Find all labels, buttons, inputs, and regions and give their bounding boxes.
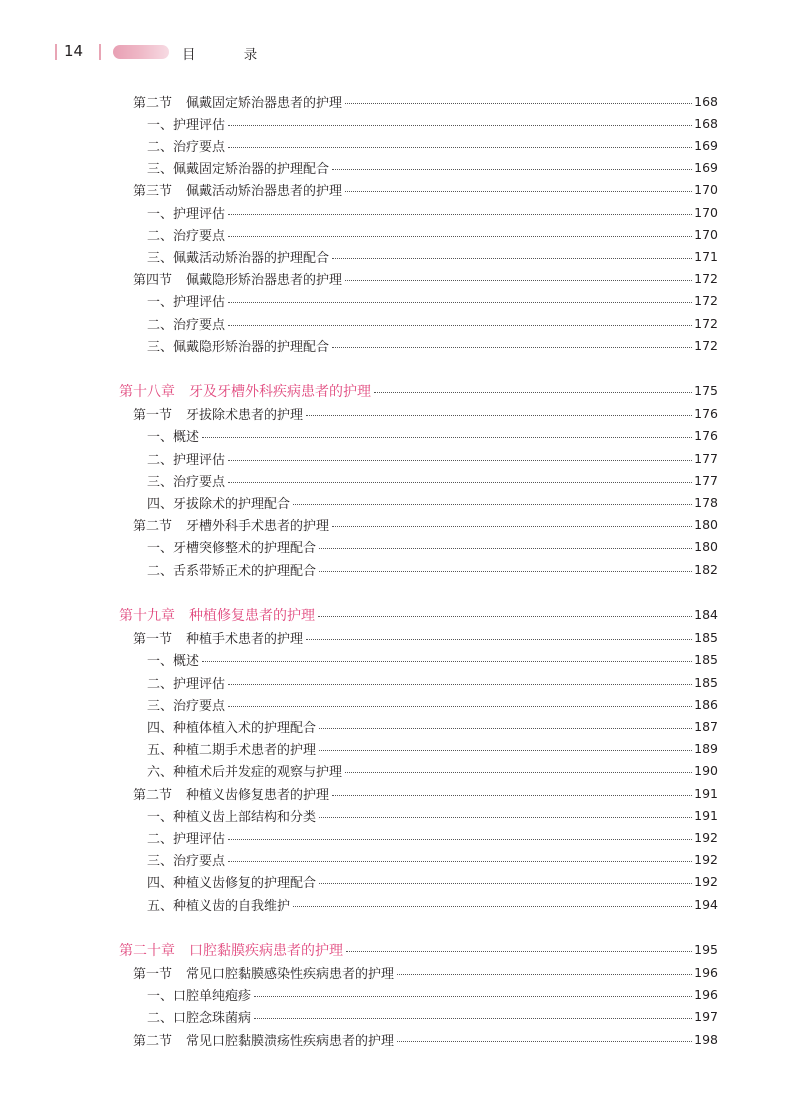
toc-entry-label [119,381,371,401]
toc-dot-leader [332,169,692,170]
toc-page-number: 171 [694,248,718,264]
toc-item-row [147,223,718,245]
toc-entry-label [147,493,290,512]
toc-entry-label [147,717,316,736]
toc-item-row [147,826,718,848]
toc-page-number: 189 [694,741,718,757]
toc-entry-label [147,203,225,222]
toc-entry-title: 牙槽外科手术患者的护理 [186,519,330,535]
toc-dot-leader [202,661,692,662]
toc-dot-leader [228,861,692,862]
toc-dot-leader [228,236,692,237]
toc-entry-title: 三、佩戴隐形矫治器的护理配合 [147,339,330,355]
toc-entry-number: 第二节 [133,787,173,803]
toc-entry-label [147,828,225,847]
toc-entry-label [147,761,342,780]
header-divider-bar [99,44,101,60]
toc-entry-label [147,471,225,490]
toc-chapter-row [119,939,718,961]
toc-entry-title: 二、护理评估 [147,831,226,847]
toc-entry-number: 第四节 [133,273,173,289]
toc-item-row [147,558,718,580]
toc-dot-leader [319,548,692,549]
toc-page-number: 186 [694,696,718,712]
toc-entry-label [133,92,342,111]
toc-entry-label [147,291,225,310]
toc-dot-leader [318,616,692,617]
toc-page-number: 169 [694,137,718,153]
toc-item-row [147,871,718,893]
toc-dot-leader [228,302,692,303]
toc-section-row [133,962,718,984]
toc-page-number: 170 [694,182,718,198]
toc-item-row [147,671,718,693]
header-decorative-pill [113,45,169,59]
toc-entry-number: 第一节 [133,632,173,648]
toc-dot-leader [332,347,692,348]
page-number: 14 [64,42,84,60]
toc-entry-label [147,158,329,177]
toc-item-row [147,201,718,223]
toc-dot-leader [306,639,692,640]
toc-dot-leader [228,839,692,840]
toc-dot-leader [397,974,692,975]
toc-entry-label [147,850,225,869]
toc-entry-title: 二、治疗要点 [147,317,226,333]
toc-entry-title: 种植义齿修复患者的护理 [186,787,330,803]
page-header [0,0,800,80]
toc-page-number: 168 [694,93,718,109]
toc-page-number: 172 [694,315,718,331]
toc-section-row [133,514,718,536]
toc-page-number: 185 [694,674,718,690]
toc-page-number: 185 [694,630,718,646]
toc-entry-title: 二、治疗要点 [147,228,226,244]
toc-entry-label [147,806,316,825]
toc-entry-number: 第一节 [133,967,173,982]
toc-item-row [147,134,718,156]
toc-item-row [147,290,718,312]
toc-item-row [147,425,718,447]
toc-entry-number: 第二十章 [119,942,175,959]
toc-dot-leader [319,883,692,884]
toc-entry-number: 第一节 [133,408,173,424]
toc-entry-label [147,895,290,914]
toc-entry-label [119,605,315,625]
toc-page-number: 194 [694,896,718,912]
toc-dot-leader [202,437,692,438]
toc-entry-title: 一、口腔单纯疱疹 [147,989,252,1005]
toc-item-row [147,157,718,179]
toc-dot-leader [332,258,692,259]
toc-entry-label [133,628,303,647]
toc-entry-label [147,673,225,692]
toc-entry-label [133,180,342,199]
toc-dot-leader [319,728,692,729]
toc-entry-title: 三、佩戴固定矫治器的护理配合 [147,162,330,178]
toc-entry-title: 三、治疗要点 [147,854,226,870]
header-left-bar [55,44,57,60]
toc-entry-title: 一、护理评估 [147,206,226,222]
toc-entry-label [147,225,225,244]
toc-page-number: 197 [694,1009,718,1025]
toc-entry-number: 第二节 [133,519,173,535]
toc-entry-title: 种植手术患者的护理 [186,632,304,648]
toc-page-number: 192 [694,829,718,845]
toc-page-number: 190 [694,763,718,779]
toc-item-row [147,849,718,871]
toc-item-row [147,1006,718,1028]
toc-dot-leader [228,482,692,483]
toc-entry-title: 佩戴隐形矫治器患者的护理 [186,273,343,289]
toc-item-row [147,112,718,134]
toc-item-row [147,804,718,826]
toc-entry-title: 常见口腔黏膜溃疡性疾病患者的护理 [186,1033,395,1049]
toc-section-row [133,268,718,290]
toc-entry-label [147,695,225,714]
toc-dot-leader [319,571,692,572]
toc-entry-title: 一、种植义齿上部结构和分类 [147,809,317,825]
toc-entry-label [147,136,225,155]
toc-dot-leader [374,392,692,393]
toc-entry-title: 一、护理评估 [147,295,226,311]
toc-entry-label [133,963,394,982]
toc-section-row [133,90,718,112]
toc-entry-title: 五、种植义齿的自我维护 [147,898,291,914]
toc-dot-leader [332,526,692,527]
toc-entry-label [133,404,303,423]
toc-page-number: 172 [694,293,718,309]
toc-page-number: 198 [694,1031,718,1047]
toc-entry-title: 一、牙槽突修整术的护理配合 [147,541,317,557]
toc-section-row [133,627,718,649]
toc-entry-title: 四、种植体植入术的护理配合 [147,720,317,736]
toc-section-row [133,179,718,201]
toc-entry-title: 口腔黏膜疾病患者的护理 [189,942,343,959]
toc-entry-number: 第二节 [133,1033,173,1049]
toc-page-number: 196 [694,987,718,1003]
toc-item-row [147,760,718,782]
toc-entry-label [147,114,225,133]
toc-entry-label [133,515,329,534]
toc-dot-leader [254,996,692,997]
header-title: 目 录 [182,47,280,63]
toc-item-row [147,312,718,334]
toc-dot-leader [345,103,692,104]
toc-entry-label [147,426,199,445]
toc-section-row [133,403,718,425]
toc-item-row [147,738,718,760]
toc-page-number: 176 [694,428,718,444]
toc-page-number: 170 [694,204,718,220]
toc-item-row [147,715,718,737]
toc-item-row [147,536,718,558]
toc-entry-title: 五、种植二期手术患者的护理 [147,743,317,759]
toc-item-row [147,334,718,356]
toc-page-number: 178 [694,495,718,510]
toc-page-number: 172 [694,337,718,353]
toc-entry-label [147,650,199,669]
toc-dot-leader [345,191,692,192]
toc-chapter-row [119,380,718,402]
toc-dot-leader [319,817,692,818]
toc-page-number: 191 [694,807,718,823]
toc-chapter-row [119,604,718,626]
toc-page-number: 172 [694,271,718,287]
toc-dot-leader [346,951,692,952]
toc-page-number: 180 [694,539,718,555]
toc-dot-leader [254,1018,692,1019]
toc-dot-leader [293,504,692,505]
toc-entry-title: 一、概述 [147,430,200,446]
toc-page-number: 177 [694,450,718,466]
toc-dot-leader [228,325,692,326]
toc-entry-title: 三、佩戴活动矫治器的护理配合 [147,250,330,266]
toc-entry-title: 牙拔除术患者的护理 [186,408,304,424]
toc-entry-title: 六、种植术后并发症的观察与护理 [147,765,343,781]
toc-item-row [147,492,718,514]
toc-entry-title: 一、概述 [147,654,200,670]
toc-page-number: 192 [694,874,718,890]
toc-dot-leader [345,772,692,773]
toc-entry-title: 佩戴活动矫治器患者的护理 [186,184,343,200]
toc-dot-leader [228,684,692,685]
toc-page-number: 176 [694,406,718,422]
toc-page-number: 170 [694,226,718,242]
toc-entry-title: 一、护理评估 [147,117,226,133]
toc-entry-label [147,1007,251,1026]
toc-entry-number: 第二节 [133,95,173,111]
toc-entry-label [147,560,316,579]
toc-dot-leader [293,906,692,907]
toc-entry-label [147,985,251,1004]
toc-page-number: 192 [694,852,718,868]
toc-page-number: 185 [694,652,718,668]
toc-entry-title: 佩戴固定矫治器患者的护理 [186,95,343,111]
toc-dot-leader [397,1041,692,1042]
toc-dot-leader [345,280,692,281]
toc-entry-label [147,739,316,758]
toc-entry-label [147,314,225,333]
toc-item-row [147,447,718,469]
toc-entry-label [147,872,316,891]
toc-entry-label [147,247,329,266]
toc-entry-number: 第十八章 [119,383,175,400]
toc-entry-title: 三、治疗要点 [147,698,226,714]
toc-page-number: 182 [694,561,718,577]
toc-item-row [147,649,718,671]
toc-entry-title: 四、种植义齿修复的护理配合 [147,876,317,892]
toc-page-number: 184 [694,607,718,623]
toc-entry-number: 第十九章 [119,607,175,624]
toc-section-row [133,1028,718,1050]
toc-page-number: 168 [694,115,718,131]
toc-page-number: 191 [694,785,718,801]
toc-entry-title: 牙及牙槽外科疾病患者的护理 [189,383,371,400]
toc-entry-title: 二、口腔念珠菌病 [147,1011,252,1027]
toc-section-row [133,782,718,804]
toc-dot-leader [228,125,692,126]
toc-page-number: 196 [694,965,718,980]
toc-entry-number: 第三节 [133,184,173,200]
toc-entry-title: 二、护理评估 [147,452,226,468]
toc-entry-label [133,269,342,288]
toc-entry-label [133,784,329,803]
toc-page-number: 169 [694,160,718,176]
toc-dot-leader [228,147,692,148]
toc-dot-leader [332,795,692,796]
toc-entry-title: 二、治疗要点 [147,139,226,155]
toc-dot-leader [306,415,692,416]
toc-entry-title: 种植修复患者的护理 [189,607,315,624]
toc-dot-leader [228,460,692,461]
toc-page-number: 180 [694,517,718,533]
toc-page-number: 187 [694,718,718,734]
toc-page-number: 175 [694,383,718,399]
toc-dot-leader [319,750,692,751]
toc-entry-title: 二、护理评估 [147,676,226,692]
toc-item-row [147,984,718,1006]
toc-page-number: 177 [694,472,718,488]
toc-entry-title: 二、舌系带矫正术的护理配合 [147,563,317,579]
toc-entry-label [147,336,329,355]
toc-item-row [147,693,718,715]
toc-entry-title: 常见口腔黏膜感染性疾病患者的护理 [186,967,395,982]
toc-entry-label [133,1030,394,1049]
toc-dot-leader [228,214,692,215]
toc-dot-leader [228,706,692,707]
toc-entry-label [147,449,225,468]
toc-item-row [147,245,718,267]
toc-item-row [147,893,718,915]
toc-entry-label [119,940,343,960]
toc-entry-title: 四、牙拔除术的护理配合 [147,497,291,512]
toc-entry-label [147,537,316,556]
toc-page-number: 195 [694,942,718,958]
toc-entry-title: 三、治疗要点 [147,474,226,490]
toc-item-row [147,469,718,491]
